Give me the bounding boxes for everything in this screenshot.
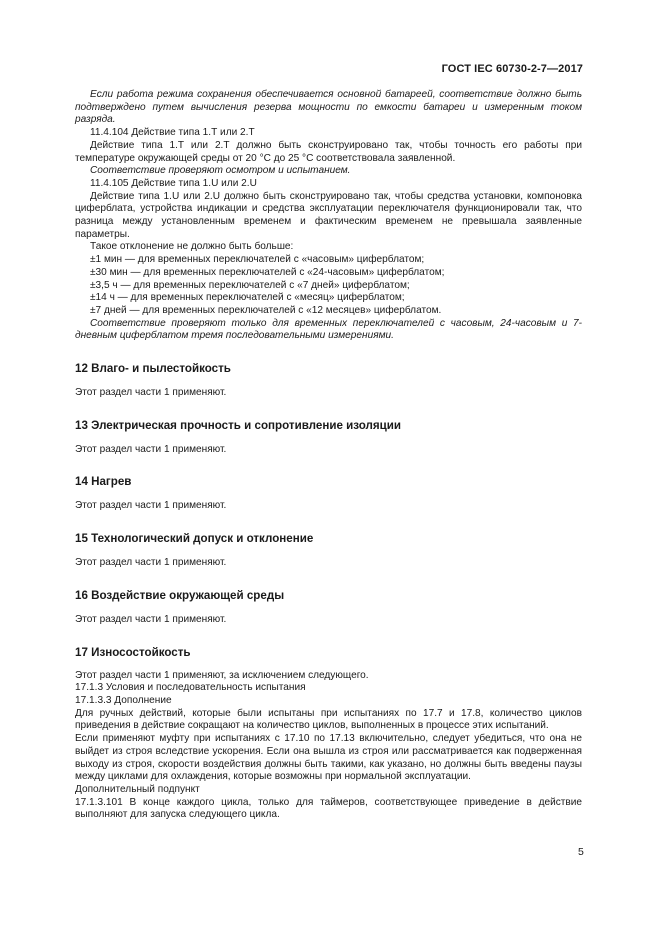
section-body (75, 444, 582, 457)
paragraph: 11.4.105 Действие типа 1.U или 2.U (90, 177, 257, 189)
section-heading: 12 Влаго- и пылестойкость (75, 362, 231, 376)
section-body (75, 500, 582, 513)
paragraph: Действие типа 1.Т или 2.Т должно быть сконструировано так, чтобы точность его работы при температуре окружающей среды от 20 °С до 25 °С соответствовала заявленной. (75, 139, 582, 164)
paragraph: 11.4.104 Действие типа 1.Т или 2.Т (90, 127, 255, 139)
section-17 (75, 646, 582, 822)
paragraph: Соответствие проверяют осмотром и испытанием. (90, 165, 351, 177)
page-number: 5 (578, 846, 584, 858)
section-heading: 17 Износостойкость (75, 645, 191, 659)
paragraph: ±3,5 ч — для временных переключателей с «7 дней» циферблатом; (90, 279, 410, 291)
section-body (75, 387, 582, 400)
paragraph: Дополнительный подпункт (75, 783, 200, 795)
section-body (75, 557, 582, 570)
paragraph: Действие типа 1.U или 2.U должно быть сконструировано так, чтобы средства установки, компоновка циферблата, устройства индикации и средства эксплуатации переключателя функционировали так, что разница между установленным временем и фактическим временем не превышала заявленные параметры. (75, 190, 582, 240)
paragraph: Этот раздел части 1 применяют. (75, 557, 227, 569)
paragraph: 17.1.3.3 Дополнение (75, 694, 172, 706)
section-heading: 14 Нагрев (75, 475, 132, 489)
section (75, 362, 582, 400)
paragraph: ±14 ч — для временных переключателей с «месяц» циферблатом; (90, 292, 405, 304)
section-body (75, 670, 582, 822)
intro-block (75, 89, 582, 343)
paragraph: ±30 мин — для временных переключателей с «24-часовым» циферблатом; (90, 266, 445, 278)
paragraph: Если применяют муфту при испытаниях с 17.10 по 17.13 включительно, следует убедиться, что она не выйдет из строя вследствие ускорения. Если она вышла из строя или рассматривается как подверженная выходу из строя, скорости воздействия должны быть такими, как указано, но должны быть введены паузы между циклами для охлаждения, которые возможны при нормальной эксплуатации. (75, 733, 582, 783)
section (75, 419, 582, 457)
paragraph: 17.1.3 Условия и последовательность испытания (75, 682, 306, 694)
section-body (75, 614, 582, 627)
paragraph: Этот раздел части 1 применяют. (75, 387, 227, 399)
document-header: ГОСТ IEC 60730-2-7—2017 (441, 63, 583, 75)
paragraph: ±1 мин — для временных переключателей с «часовым» циферблатом; (90, 254, 425, 266)
section-heading: 13 Электрическая прочность и сопротивление изоляции (75, 418, 402, 432)
paragraph: Для ручных действий, которые были испытаны при испытаниях по 17.7 и 17.8, количество циклов приведения в действие сокращают на количество циклов, выполненных в процессе этих испытаний. (75, 707, 582, 732)
paragraph: 17.1.3.101 В конце каждого цикла, только для таймеров, соответствующее приведение в действие выполняют для запуска следующего цикла. (75, 796, 582, 821)
paragraph: Этот раздел части 1 применяют, за исключением следующего. (75, 669, 369, 681)
paragraph: Этот раздел части 1 применяют. (75, 500, 227, 512)
section-heading: 15 Технологический допуск и отклонение (75, 532, 314, 546)
paragraph: Соответствие проверяют только для временных переключателей с часовым, 24-часовым и 7-дневным циферблатом тремя последовательными измерениями. (75, 317, 582, 342)
paragraph: ±7 дней — для временных переключателей с «12 месяцев» циферблатом. (90, 304, 442, 316)
sections-block (75, 362, 582, 627)
paragraph: Этот раздел части 1 применяют. (75, 443, 227, 455)
paragraph: Этот раздел части 1 применяют. (75, 613, 227, 625)
section (75, 589, 582, 627)
section-heading: 16 Воздействие окружающей среды (75, 588, 285, 602)
section (75, 475, 582, 513)
page-content (75, 89, 582, 822)
section (75, 532, 582, 570)
paragraph: Если работа режима сохранения обеспечивается основной батареей, соответствие должно быть подтверждено путем вычисления резерва мощности по емкости батареи и измеренным током разряда. (75, 89, 582, 126)
paragraph: Такое отклонение не должно быть больше: (90, 241, 294, 253)
